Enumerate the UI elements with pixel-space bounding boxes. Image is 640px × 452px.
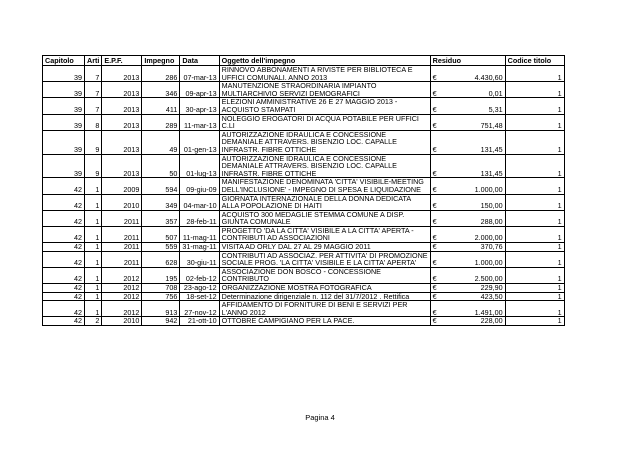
table-row [43,317,565,326]
residuo-value: 288,00 [480,217,503,227]
cell-epf: 2013 [102,154,142,178]
residuo-value: 131,45 [480,144,503,154]
cell-oggetto: ASSOCIAZIONE DON BOSCO - CONCESSIONE CONTRIBUTO [219,267,430,283]
cell-capitolo: 39 [43,154,85,178]
cell-epf: 2013 [102,114,142,130]
cell-impegno: 756 [142,292,180,301]
table-row [43,301,565,317]
cell-codice-titolo: 1 [505,114,564,130]
currency-symbol: € [432,242,437,252]
cell-impegno: 357 [142,210,180,226]
cell-oggetto: AUTORIZZAZIONE IDRAULICA E CONCESSIONE DEMANIALE ATTRAVERS. BISENZIO LOC. CAPALLE INFRASTR. FIBRE OTTICHE [219,130,430,154]
cell-codice-titolo: 1 [505,66,564,82]
table-row [43,267,565,283]
residuo-value: 370,76 [480,242,503,252]
table-row [43,114,565,130]
cell-art: 8 [85,114,102,130]
cell-capitolo: 42 [43,267,85,283]
cell-oggetto: CONTRIBUTI AD ASSOCIAZ. PER ATTIVITA' DI PROMOZIONE SOCIALE PROG. 'LA CITTA' VISIBILE E LA CITTA' APERTA' [219,251,430,267]
cell-residuo [430,317,505,326]
cell-impegno: 411 [142,98,180,114]
cell-oggetto: ACQUISTO 300 MEDAGLIE STEMMA COMUNE A DISP. GIUNTA COMUNALE [219,210,430,226]
table-row [43,66,565,82]
cell-data: 09-giu-09 [180,178,219,194]
currency-symbol: € [432,184,437,194]
cell-residuo [430,292,505,301]
table-row [43,98,565,114]
cell-capitolo: 42 [43,210,85,226]
currency-symbol: € [432,217,437,227]
residuo-value: 423,50 [480,292,503,301]
cell-impegno: 50 [142,154,180,178]
cell-data: 01-lug-13 [180,154,219,178]
currency-symbol: € [432,258,437,268]
table-row [43,130,565,154]
cell-data: 30-giu-11 [180,251,219,267]
cell-residuo [430,98,505,114]
cell-art: 9 [85,130,102,154]
currency-symbol: € [432,88,437,98]
cell-capitolo: 42 [43,194,85,210]
cell-epf: 2012 [102,267,142,283]
cell-oggetto: MANUTENZIONE STRAORDINARIA IMPIANTO MULTIARCHIVIO SERVIZI DEMOGRAFICI [219,82,430,98]
currency-symbol: € [432,168,437,178]
cell-residuo [430,251,505,267]
cell-residuo [430,178,505,194]
cell-oggetto: AUTORIZZAZIONE IDRAULICA E CONCESSIONE DEMANIALE ATTRAVERS. BISENZIO LOC. CAPALLE INFRASTR. FIBRE OTTICHE [219,154,430,178]
col-residuo: Residuo [430,56,505,66]
currency-symbol: € [432,121,437,131]
table-row [43,154,565,178]
table-row [43,243,565,252]
table-row [43,292,565,301]
cell-codice-titolo: 1 [505,98,564,114]
col-oggetto: Oggetto dell'impegno [219,56,430,66]
cell-impegno: 349 [142,194,180,210]
cell-codice-titolo: 1 [505,130,564,154]
cell-impegno: 708 [142,284,180,293]
cell-residuo [430,66,505,82]
cell-oggetto: Determinazione dirigenziale n. 112 del 31/7/2012 . Rettifica [219,292,430,301]
currency-symbol: € [432,283,437,293]
residuo-value: 0,01 [488,88,503,98]
page-number: Pagina 4 [305,413,335,422]
cell-capitolo: 42 [43,178,85,194]
cell-data: 11-mar-13 [180,114,219,130]
cell-codice-titolo: 1 [505,292,564,301]
cell-residuo [430,210,505,226]
cell-capitolo: 42 [43,243,85,252]
cell-impegno: 594 [142,178,180,194]
cell-art: 7 [85,98,102,114]
cell-impegno: 286 [142,66,180,82]
cell-oggetto: GIORNATA INTERNAZIONALE DELLA DONNA DEDICATA ALLA POPOLAZIONE DI HAITI [219,194,430,210]
residui-table [42,55,565,326]
cell-art: 1 [85,267,102,283]
residuo-value: 150,00 [480,201,503,211]
cell-capitolo: 42 [43,226,85,242]
cell-capitolo: 42 [43,251,85,267]
cell-capitolo: 42 [43,317,85,326]
cell-residuo [430,114,505,130]
cell-epf: 2011 [102,251,142,267]
cell-oggetto: PROGETTO 'DA LA CITTA' VISIBILE A LA CITTA' APERTA - CONTRIBUTI AD ASSOCIAZIONI [219,226,430,242]
cell-impegno: 346 [142,82,180,98]
cell-residuo [430,284,505,293]
cell-epf: 2013 [102,66,142,82]
cell-residuo [430,130,505,154]
residuo-value: 228,00 [480,316,503,326]
cell-residuo [430,194,505,210]
residuo-value: 2.000,00 [474,233,503,243]
cell-capitolo: 39 [43,114,85,130]
table-row [43,178,565,194]
cell-art: 1 [85,226,102,242]
cell-impegno: 289 [142,114,180,130]
cell-art: 7 [85,66,102,82]
cell-data: 18-set-12 [180,292,219,301]
cell-oggetto: OTTOBRE CAMPIGIANO PER LA PACE. [219,317,430,326]
cell-data: 07-mar-13 [180,66,219,82]
cell-impegno: 942 [142,317,180,326]
cell-epf: 2010 [102,317,142,326]
currency-symbol: € [432,144,437,154]
cell-data: 27-nov-12 [180,301,219,317]
cell-impegno: 195 [142,267,180,283]
cell-epf: 2009 [102,178,142,194]
cell-oggetto: ELEZIONI AMMINISTRATIVE 26 E 27 MAGGIO 2013 - ACQUISTO STAMPATI [219,98,430,114]
cell-codice-titolo: 1 [505,210,564,226]
cell-art: 1 [85,301,102,317]
cell-epf: 2011 [102,210,142,226]
cell-epf: 2013 [102,82,142,98]
residuo-value: 4.430,60 [474,72,503,82]
cell-oggetto: ORGANIZZAZIONE MOSTRA FOTOGRAFICA [219,284,430,293]
cell-codice-titolo: 1 [505,226,564,242]
cell-codice-titolo: 1 [505,82,564,98]
cell-art: 1 [85,194,102,210]
cell-epf: 2012 [102,301,142,317]
cell-codice-titolo: 1 [505,243,564,252]
cell-capitolo: 39 [43,82,85,98]
header-row [43,56,565,66]
residuo-value: 5,31 [488,104,503,114]
cell-data: 04-mar-10 [180,194,219,210]
cell-epf: 2013 [102,130,142,154]
table-row [43,226,565,242]
table-row [43,194,565,210]
residuo-value: 1.000,00 [474,258,503,268]
cell-epf: 2011 [102,226,142,242]
cell-residuo [430,226,505,242]
currency-symbol: € [432,72,437,82]
table-row [43,284,565,293]
cell-art: 2 [85,317,102,326]
col-codice-titolo: Codice titolo [505,56,564,66]
cell-residuo [430,301,505,317]
residuo-value: 229,90 [480,283,503,293]
cell-data: 23-ago-12 [180,284,219,293]
cell-impegno: 49 [142,130,180,154]
cell-capitolo: 42 [43,284,85,293]
cell-data: 31-mag-11 [180,243,219,252]
cell-codice-titolo: 1 [505,251,564,267]
cell-codice-titolo: 1 [505,267,564,283]
residuo-value: 131,45 [480,168,503,178]
table-row [43,210,565,226]
cell-codice-titolo: 1 [505,301,564,317]
residuo-value: 1.491,00 [474,307,503,317]
residuo-value: 2.500,00 [474,274,503,284]
currency-symbol: € [432,274,437,284]
cell-residuo [430,267,505,283]
cell-residuo [430,243,505,252]
cell-epf: 2010 [102,194,142,210]
cell-oggetto: VISITA AD ORLY DAL 27 AL 29 MAGGIO 2011 [219,243,430,252]
cell-data: 09-apr-13 [180,82,219,98]
col-impegno: Impegno [142,56,180,66]
cell-data: 02-feb-12 [180,267,219,283]
currency-symbol: € [432,307,437,317]
cell-art: 9 [85,154,102,178]
cell-impegno: 628 [142,251,180,267]
currency-symbol: € [432,316,437,326]
currency-symbol: € [432,233,437,243]
cell-capitolo: 42 [43,292,85,301]
currency-symbol: € [432,292,437,301]
cell-impegno: 507 [142,226,180,242]
cell-impegno: 559 [142,243,180,252]
cell-oggetto: AFFIDAMENTO DI FORNITURE DI BENI E SERVIZI PER L'ANNO 2012 [219,301,430,317]
cell-codice-titolo: 1 [505,284,564,293]
cell-oggetto: RINNOVO ABBONAMENTI A RIVISTE PER BIBLIOTECA E UFFICI COMUNALI. ANNO 2013 [219,66,430,82]
cell-codice-titolo: 1 [505,154,564,178]
currency-symbol: € [432,201,437,211]
currency-symbol: € [432,104,437,114]
cell-codice-titolo: 1 [505,317,564,326]
cell-art: 1 [85,243,102,252]
cell-art: 1 [85,284,102,293]
cell-epf: 2012 [102,292,142,301]
cell-capitolo: 39 [43,98,85,114]
table-row [43,251,565,267]
cell-oggetto: MANIFESTAZIONE DENOMINATA 'CITTA' VISIBILE-MEETING DELL'INCLUSIONE' - IMPEGNO DI SPESA E LIQUIDAZIONE [219,178,430,194]
residuo-value: 1.000,00 [474,184,503,194]
cell-data: 28-feb-11 [180,210,219,226]
cell-capitolo: 39 [43,66,85,82]
cell-epf: 2013 [102,98,142,114]
cell-data: 11-mag-11 [180,226,219,242]
cell-oggetto: NOLEGGIO EROGATORI DI ACQUA POTABILE PER UFFICI C.LI [219,114,430,130]
cell-art: 1 [85,292,102,301]
cell-epf: 2011 [102,243,142,252]
col-data: Data [180,56,219,66]
cell-capitolo: 42 [43,301,85,317]
cell-data: 21-ott-10 [180,317,219,326]
cell-art: 1 [85,178,102,194]
cell-codice-titolo: 1 [505,194,564,210]
cell-capitolo: 39 [43,130,85,154]
col-capitolo: Capitolo [43,56,85,66]
cell-art: 7 [85,82,102,98]
cell-impegno: 913 [142,301,180,317]
col-epf: E.P.F. [102,56,142,66]
cell-art: 1 [85,251,102,267]
cell-residuo [430,154,505,178]
cell-data: 01-gen-13 [180,130,219,154]
cell-art: 1 [85,210,102,226]
cell-data: 30-apr-13 [180,98,219,114]
col-art: Arti [85,56,102,66]
cell-codice-titolo: 1 [505,178,564,194]
table-row [43,82,565,98]
cell-residuo [430,82,505,98]
cell-epf: 2012 [102,284,142,293]
residuo-value: 751,48 [480,121,503,131]
